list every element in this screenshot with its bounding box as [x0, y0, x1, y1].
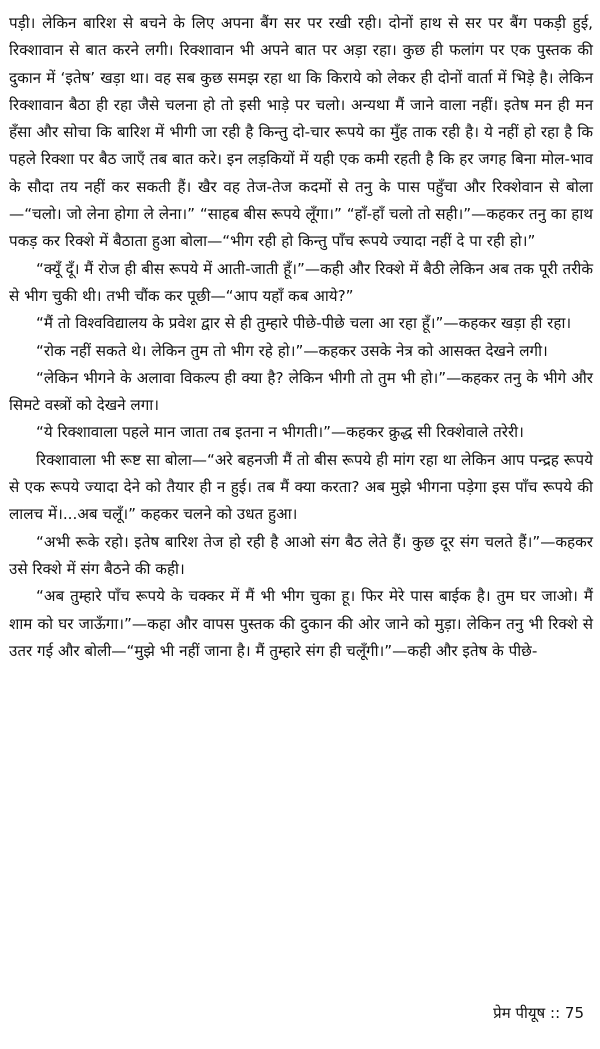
- paragraph-9: “अब तुम्हारे पाँच रूपये के चक्कर में मैं भी भीग चुका हू। फिर मेरे पास बाईक है। तुम घर जाओ। मैं शाम को घर जाऊँगा।”—कहा और वापस पुस्तक की दुकान की ओर जाने को मुड़ा। लेकिन तनु भी रिक्शे से उतर गई और बोली—“मुझे भी नहीं जाना है। मैं तुम्हारे संग ही चलूँगी।”—कही और इतेष के पीछे-: [9, 587, 593, 660]
- page-footer: [493, 1003, 584, 1023]
- book-title: प्रेम पीयूष: [493, 1004, 546, 1022]
- paragraph-4: “रोक नहीं सकते थे। लेकिन तुम तो भीग रहे हो।”—कहकर उसके नेत्र को आसक्त देखने लगी।: [36, 341, 548, 360]
- footer-separator: ::: [550, 1004, 561, 1022]
- paragraph-7: रिक्शावाला भी रूष्ट सा बोला—“अरे बहनजी मैं तो बीस रूपये ही मांग रहा था लेकिन आप पन्द्रह रूपये से एक रूपये ज्यादा देने को तैयार ही न हुई। तब मैं क्या करता? अब मुझे भीगना पड़ेगा इस पाँच रूपये की लालच में।...अब चलूँ।” कहकर चलने को उधत हुआ।: [9, 450, 593, 524]
- book-page: [9, 10, 593, 665]
- paragraph-6: “ये रिक्शावाला पहले मान जाता तब इतना न भीगती।”—कहकर क्रुद्ध सी रिक्शेवाले तरेरी।: [36, 423, 524, 442]
- paragraph-8: “अभी रूके रहो। इतेष बारिश तेज हो रही है आओ संग बैठ लेते हैं। कुछ दूर संग चलते हैं।”—कहकर उसे रिक्शे में संग बैठने की कही।: [9, 532, 593, 578]
- paragraph-2: “क्यूँ दूँ। मैं रोज ही बीस रूपये में आती-जाती हूँ।”—कही और रिक्शे में बैठी लेकिन अब तक पूरी तरीके से भीग चुकी थी। तभी चौंक कर पूछी—“आप यहाँ कब आये?”: [9, 259, 593, 305]
- paragraph-5: “लेकिन भीगने के अलावा विकल्प ही क्या है? लेकिन भीगी तो तुम भी हो।”—कहकर तनु के भीगे और सिमटे वस्त्रों को देखने लगा।: [9, 368, 593, 415]
- paragraph-1: पड़ी। लेकिन बारिश से बचने के लिए अपना बैंग सर पर रखी रही। दोनों हाथ से सर पर बैंग पकड़ी हुई, रिक्शावान से बात करने लगी। रिक्शावान भी अपने बात पर अड़ा रहा। कुछ ही फलांग पर एक पुस्तक की दुकान में ‘इतेष’ खड़ा था। वह सब कुछ समझ रहा था कि किराये को लेकर ही दोनों वार्ता में भिड़े है। लेकिन रिक्शावान बैठा ही रहा जैसे चलना हो तो इसी भाड़े पर चलो। अन्यथा मैं जाने वाला नहीं। इतेष मन ही मन हँसा और सोचा कि बारिश में भीगी जा रही है किन्तु दो-चार रूपये का मुँह ताक रही है। ये नहीं हो रहा है कि पहले रिक्शा पर बैठ जाएँ तब बात करे। इन लड़कियों में यही एक कमी रहती है कि हर जगह बिना मोल-भाव के सौदा तय नहीं कर सकती हैं। खैर वह तेज-तेज कदमों से तनु के पास पहुँचा और रिक्शेवान से बोला—“चलो। जो लेना होगा ले लेना।” “साहब बीस रूपये लूँगा।” “हाँ-हाँ चलो तो सही।”—कहकर तनु का हाथ पकड़ कर रिक्शे में बैठाता हुआ बोला—“भीग रही हो किन्तु पाँच रूपये ज्यादा नहीं दे पा रही हो।”: [9, 14, 593, 251]
- paragraph-3: “मैं तो विश्वविद्यालय के प्रवेश द्वार से ही तुम्हारे पीछे-पीछे चला आ रहा हूँ।”—कहकर खड़ा ही रहा।: [36, 314, 572, 333]
- page-number: 75: [564, 1004, 584, 1022]
